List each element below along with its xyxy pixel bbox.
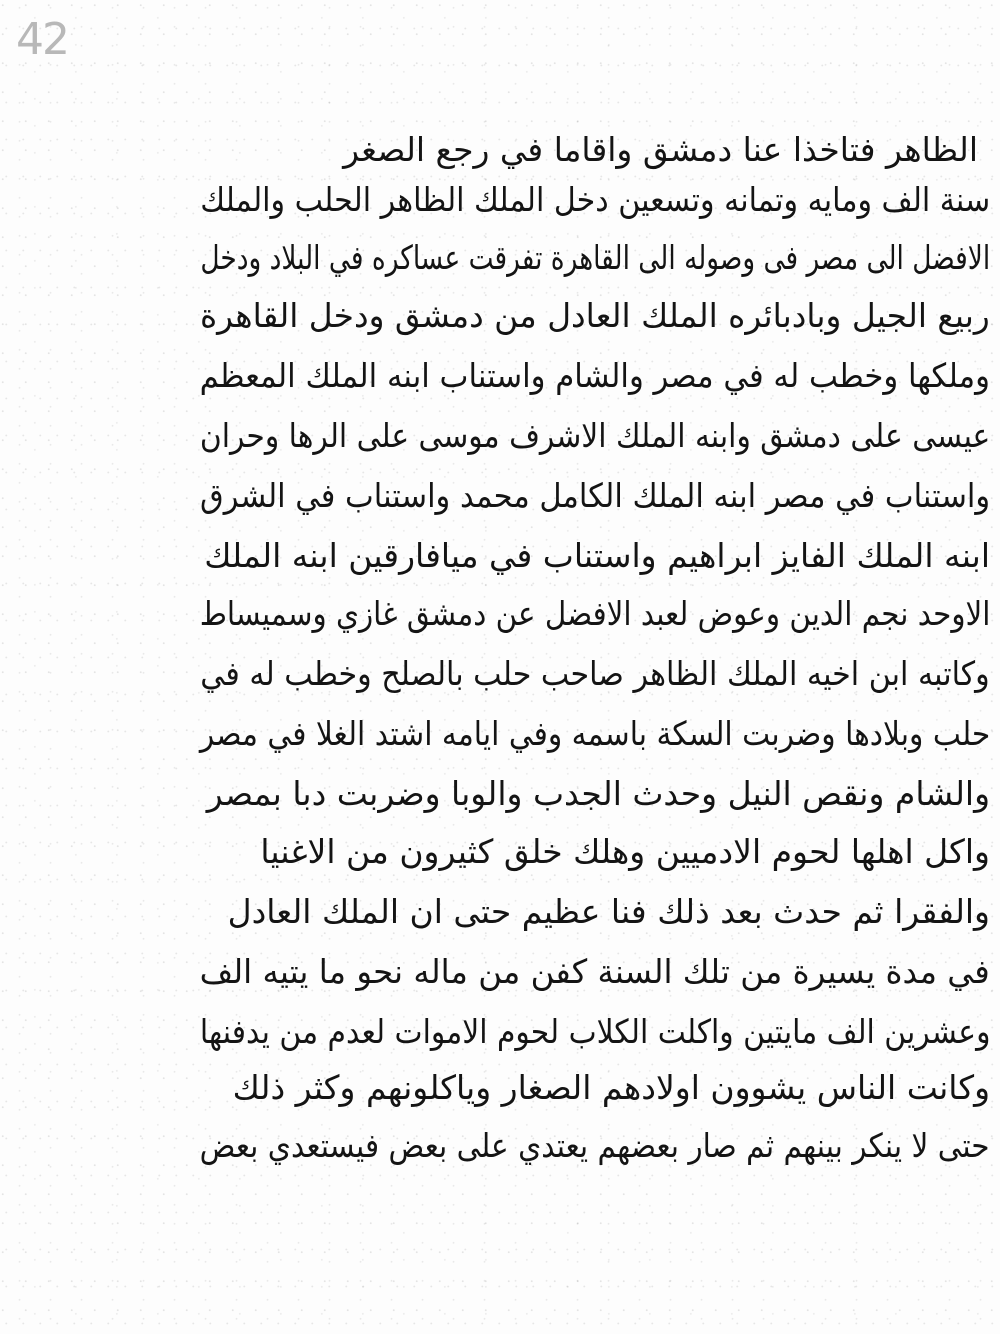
manuscript-line: سنة الف ومايه وتمانه وتسعين دخل الملك الظاهر الحلب والملك (199, 180, 990, 219)
manuscript-line: الافضل الى مصر فى وصوله الى القاهرة تفرقت عساكره في البلاد ودخل (200, 238, 990, 277)
manuscript-line: واستناب في مصر ابنه الملك الكامل محمد واستناب في الشرق (199, 476, 990, 515)
manuscript-line: وكانت الناس يشوون اولادهم الصغار وياكلونهم وكثر ذلك (232, 1068, 990, 1107)
manuscript-line: والشام ونقص النيل وحدث الجدب والوبا وضربت دبا بمصر (206, 774, 990, 813)
manuscript-line: حلب وبلادها وضربت السكة باسمه وفي ايامه اشتد الغلا في مصر (199, 714, 990, 753)
manuscript-line: والفقرا ثم حدث بعد ذلك فنا عظيم حتى ان الملك العادل (227, 892, 990, 931)
folio-number: 42 (16, 14, 68, 65)
manuscript-line: الظاهر فتاخذا عنا دمشق واقاما في رجع الصغر (343, 130, 978, 169)
manuscript-line: واكل اهلها لحوم الادميين وهلك خلق كثيرون من الاغنيا (260, 832, 990, 871)
manuscript-line: وعشرين الف مايتين واكلت الكلاب لحوم الاموات لعدم من يدفنها (199, 1012, 990, 1051)
manuscript-line: وكاتبه ابن اخيه الملك الظاهر صاحب حلب بالصلح وخطب له في (200, 654, 990, 693)
manuscript-line: الاوحد نجم الدين وعوض لعبد الافضل عن دمشق غازي وسميساط (199, 594, 990, 633)
manuscript-line: وملكها وخطب له في مصر والشام واستناب ابنه الملك المعظم (199, 356, 990, 395)
manuscript-text (200, 108, 990, 1218)
manuscript-line: ربيع الجيل وبادبائره الملك العادل من دمشق ودخل القاهرة (200, 296, 990, 335)
manuscript-line: ابنه الملك الفايز ابراهيم واستناب في ميافارقين ابنه الملك (204, 536, 990, 575)
manuscript-line: في مدة يسيرة من تلك السنة كفن من ماله نحو ما يتيه الف (199, 952, 990, 991)
manuscript-line: حتى لا ينكر بينهم ثم صار بعضهم يعتدي على بعض فيستعدي بعض (200, 1126, 990, 1165)
manuscript-line: عيسى على دمشق وابنه الملك الاشرف موسى على الرها وحران (199, 416, 990, 455)
